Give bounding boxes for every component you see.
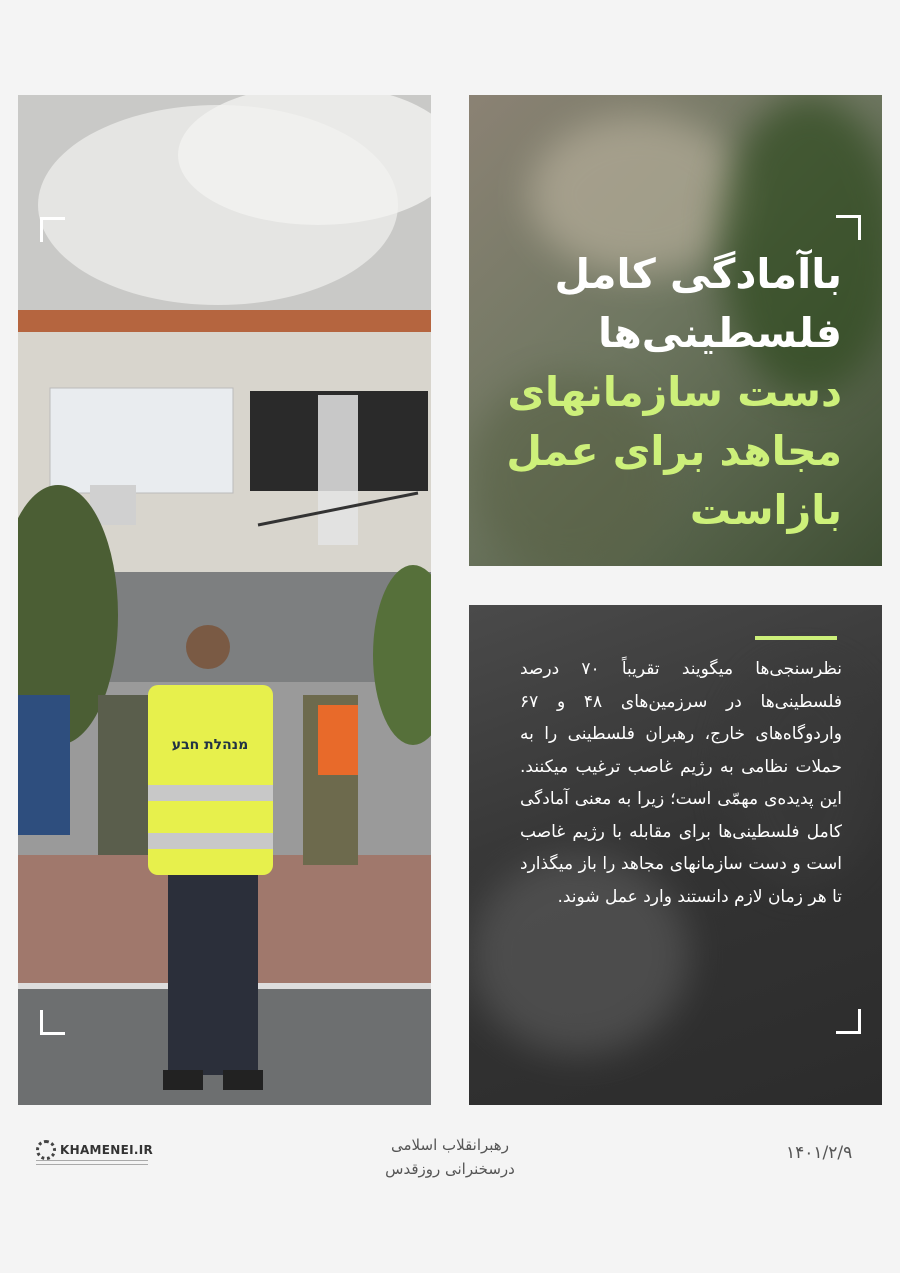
news-photo (18, 95, 431, 1105)
logo-icon (36, 1140, 56, 1160)
frame-corner-icon (836, 1009, 861, 1034)
quote-panel (469, 605, 882, 1105)
headline-line: مجاهد برای عمل (506, 427, 842, 475)
quote-source (370, 1133, 530, 1181)
headline-line: دست سازمانهای (507, 368, 842, 416)
logo-text: KHAMENEI.IR (60, 1143, 154, 1157)
accent-line (755, 636, 837, 640)
source-line: درسخنرانی روزقدس (385, 1160, 515, 1178)
photo-illustration (18, 95, 431, 1105)
headline-line: باآمادگی کامل (554, 250, 842, 298)
headline-panel (469, 95, 882, 566)
vest-text: מנהלת חבע (171, 737, 249, 753)
frame-corner-icon (40, 1010, 65, 1035)
headline-line: فلسطینی‌ها (597, 309, 842, 357)
headline (506, 245, 842, 540)
date-label: ۱۴۰۱/۲/۹ (786, 1143, 853, 1163)
source-line: رهبرانقلاب اسلامی (391, 1136, 509, 1154)
frame-corner-icon (40, 217, 65, 242)
frame-corner-icon (836, 215, 861, 240)
quote-text: نظرسنجی‌ها میگویند تقریباً ۷۰ درصد فلسطینی‌ها در سرزمین‌های ۴۸ و ۶۷ واردوگاه‌های خارج، رهبران فلسطینی را به حملات نظامی به رژیم غاصب ترغیب میکنند. این پدیده‌ی مهمّی است؛ زیرا به معنی آمادگی کامل فلسطینی‌ها برای مقابله با رژیم غاصب است و دست سازمانهای مجاهد را باز میگذارد تا هر زمان لازم دانستند وارد عمل شوند. (520, 659, 842, 907)
logo-tagline-rule (36, 1160, 148, 1165)
site-logo (36, 1140, 153, 1160)
headline-line: بازاست (689, 486, 842, 534)
